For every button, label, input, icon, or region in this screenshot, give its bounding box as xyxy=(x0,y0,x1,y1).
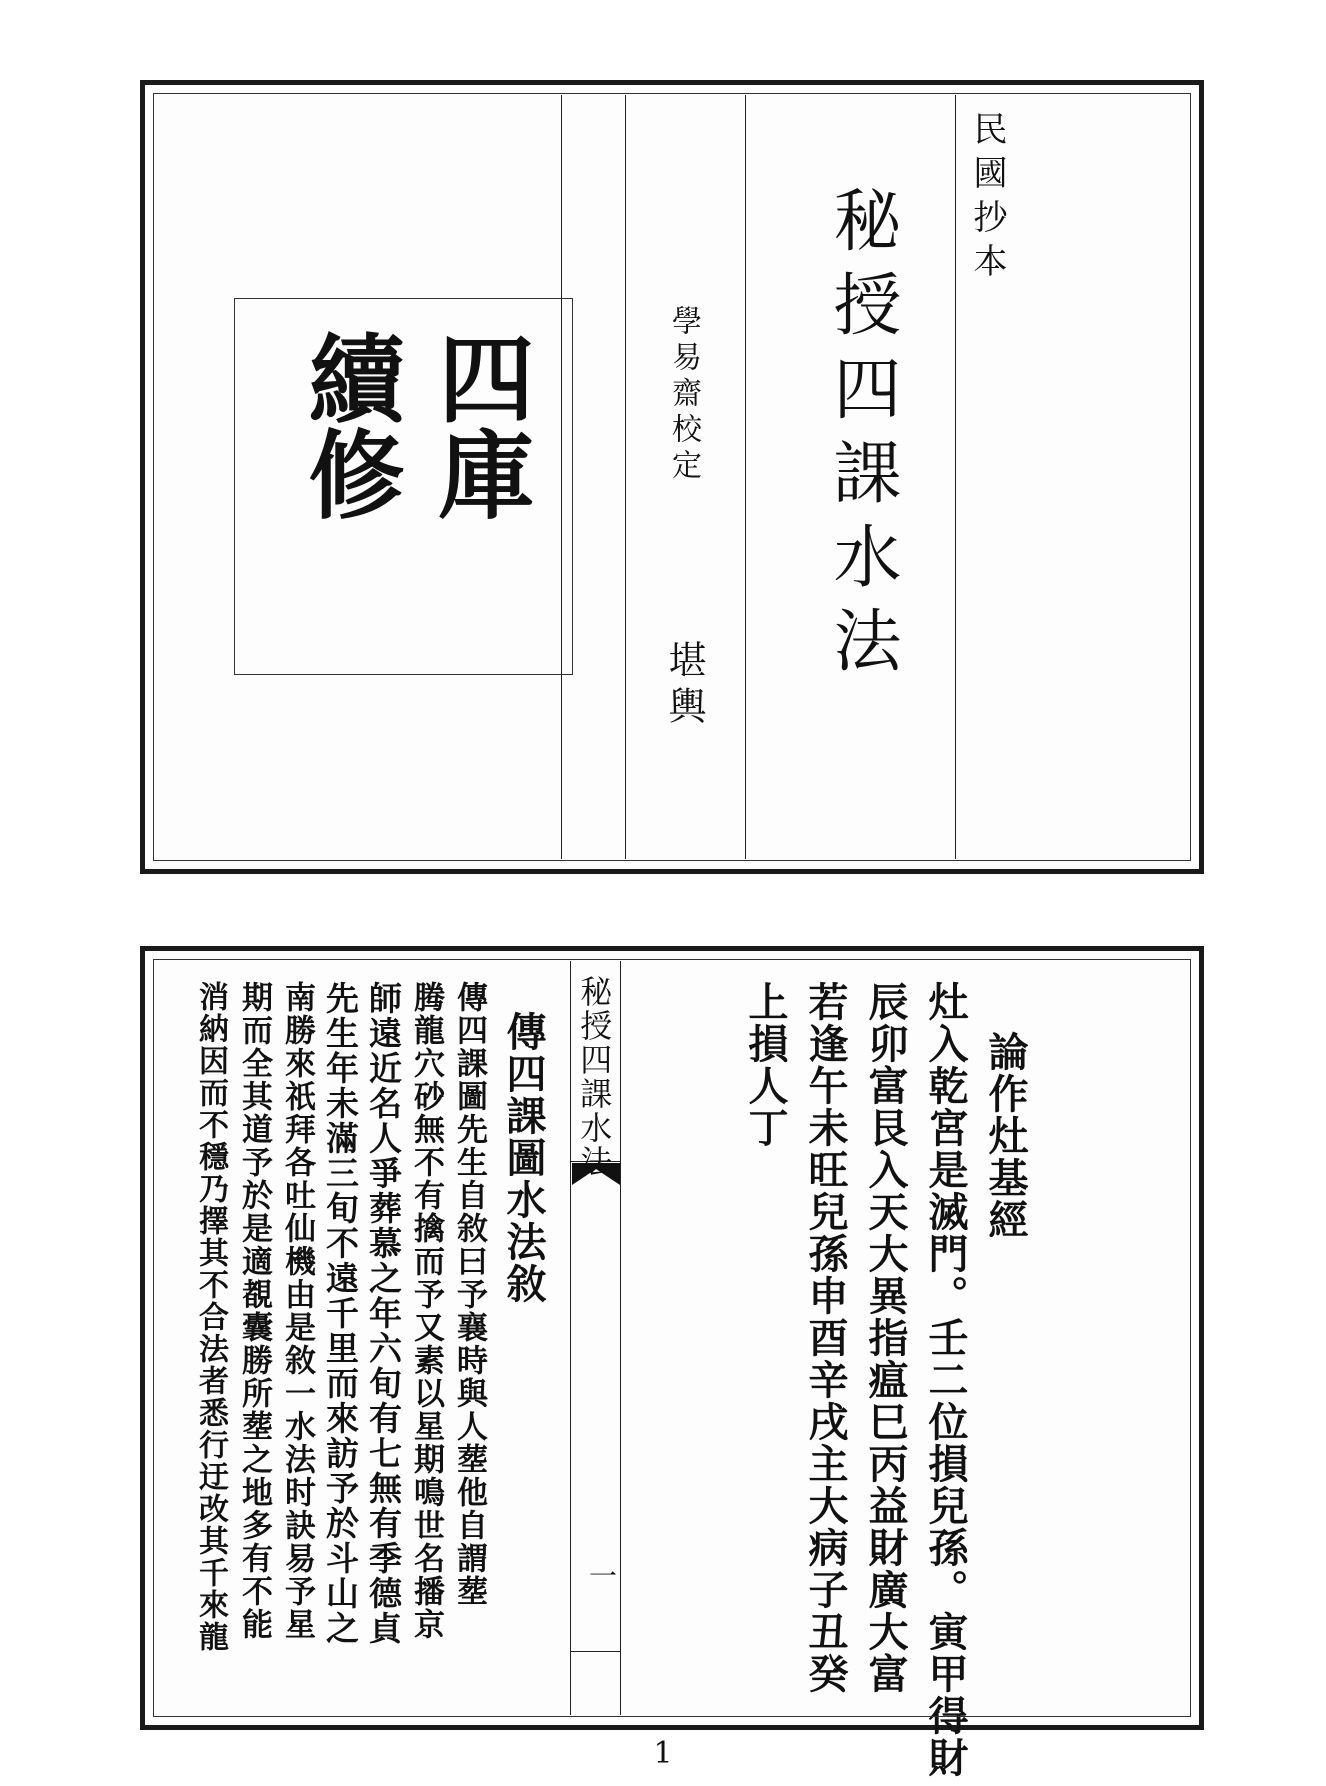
text-column: 期而全其道予於是適覩囊勝所塟之地多有不能 xyxy=(236,981,272,1641)
text-column: 傳四課圖先生自敘曰予襄時與人塟他自謂塟 xyxy=(451,981,487,1608)
column-divider xyxy=(625,95,626,859)
cover-page xyxy=(140,80,1204,874)
column-divider xyxy=(561,95,562,859)
text-column: 傳四課圖水法敘 xyxy=(500,1011,546,1305)
text-column: 辰卯富艮入天大異指瘟巳丙益財廣大富 xyxy=(862,981,908,1695)
text-column: 南勝來祇拜各吐仙機由是敘一水法时訣易予星 xyxy=(279,981,315,1641)
text-column: 論作灶基經 xyxy=(982,1031,1028,1241)
proofreader-label: 學易齋校定 xyxy=(666,305,701,485)
text-column: 消納因而不穩乃擇其不合法者悉行迂改其千來龍 xyxy=(193,981,228,1653)
margin-divider xyxy=(570,961,571,1715)
margin-divider xyxy=(620,961,621,1715)
text-column: 先生年未滿三旬不遠千里而來訪予於斗山之 xyxy=(321,981,360,1646)
seal-right-text: 四庫 xyxy=(423,329,536,521)
manuscript-page xyxy=(140,946,1204,1779)
text-column: 上損人丁 xyxy=(742,981,788,1149)
book-title: 秘授四課水法 xyxy=(822,185,901,689)
page-number: 1 xyxy=(653,1736,673,1771)
margin-rule xyxy=(570,1651,620,1652)
folio-number: 一 xyxy=(585,1561,618,1589)
seal-left-text: 續修 xyxy=(293,329,406,521)
seal-stamp xyxy=(234,298,573,675)
text-column: 師遠近名人爭葬慕之年六旬有七無有季德貞 xyxy=(364,981,403,1646)
margin-title: 秘授四課水法 xyxy=(575,975,614,1179)
column-divider xyxy=(745,95,746,859)
category-label: 堪輿 xyxy=(662,640,706,732)
edition-label: 民國抄本 xyxy=(967,111,1007,287)
text-column: 灶入乾宮是滅門。壬二位損兒孫。寅甲得財 xyxy=(922,981,968,1779)
text-column: 若逢午未旺兒孫申酉辛戌主大病子丑癸 xyxy=(802,981,848,1695)
text-column: 腾龍穴砂無不有擒而予又素以星期鳴世名播京 xyxy=(408,981,444,1641)
column-divider xyxy=(955,95,956,859)
